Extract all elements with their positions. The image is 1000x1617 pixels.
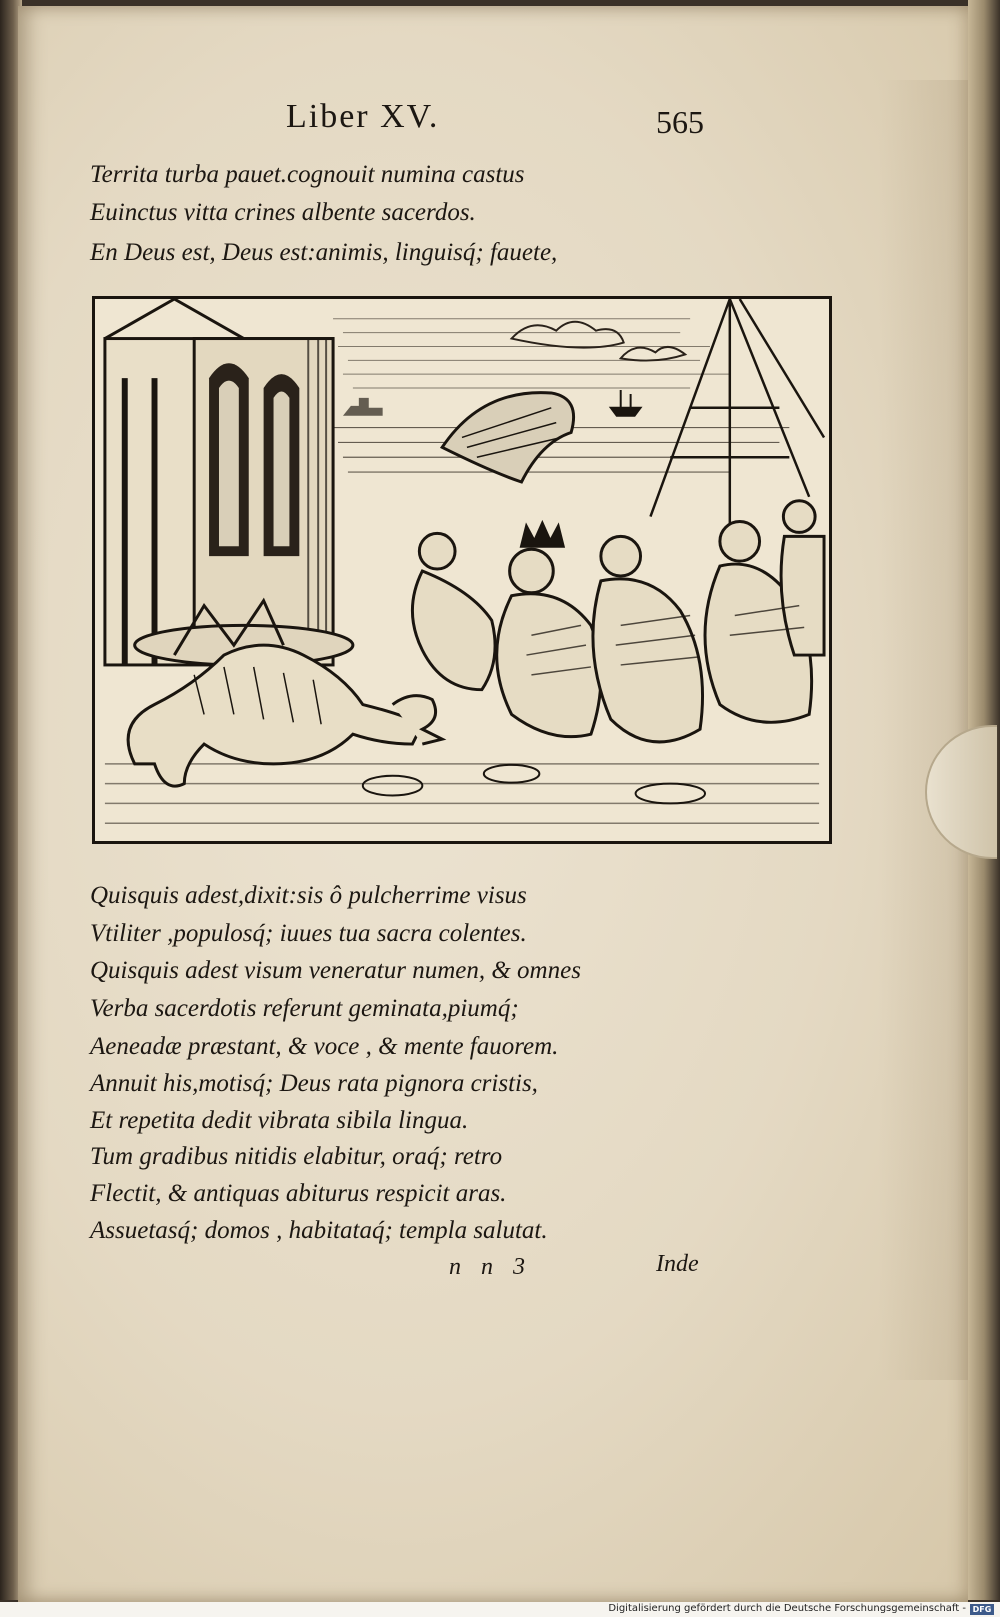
verse-line: Quisquis adest,dixit:sis ô pulcherrime visus [90,882,527,909]
digitization-credit: Digitalisierung gefördert durch die Deutsche Forschungsgemeinschaft - [608,1603,966,1614]
signature-mark: n n 3 [449,1254,525,1280]
catchword: Inde [656,1251,699,1277]
verse-line: Tum gradibus nitidis elabitur, oraq́; retro [90,1143,503,1170]
dfg-logo-icon[interactable]: DFG [970,1604,994,1615]
woodcut-illustration-icon [95,299,829,841]
verse-line: Et repetita dedit vibrata sibila lingua. [90,1107,469,1134]
verse-line: Quisquis adest visum veneratur numen, & omnes [90,957,581,984]
verse-line: Territa turba pauet.cognouit numina castus [90,161,525,188]
woodcut-illustration [92,296,832,844]
verse-line: En Deus est, Deus est:animis, linguisq́; fauete, [90,239,558,266]
sky-hatching [333,319,730,388]
page-number: 565 [656,104,704,140]
ground-hatching [105,764,819,823]
verse-line: Annuit his,motisq́; Deus rata pignora cristis, [90,1070,538,1097]
verse-line: Flectit, & antiquas abiturus respicit aras. [90,1180,507,1207]
verse-line: Vtiliter ,populosq́; iuues tua sacra colentes. [90,920,527,947]
kneeling-figures [412,501,824,742]
verse-line: Assuetasq́; domos , habitataq́; templa salutat. [90,1217,548,1244]
show-through-shadow [878,80,968,1380]
running-head: Liber XV. [286,98,440,135]
verse-line: Aeneadæ præstant, & voce , & mente fauorem. [90,1033,559,1060]
verse-line: Euinctus vitta crines albente sacerdos. [90,199,476,226]
verse-line: Verba sacerdotis referunt geminata,piumq́; [90,995,519,1022]
